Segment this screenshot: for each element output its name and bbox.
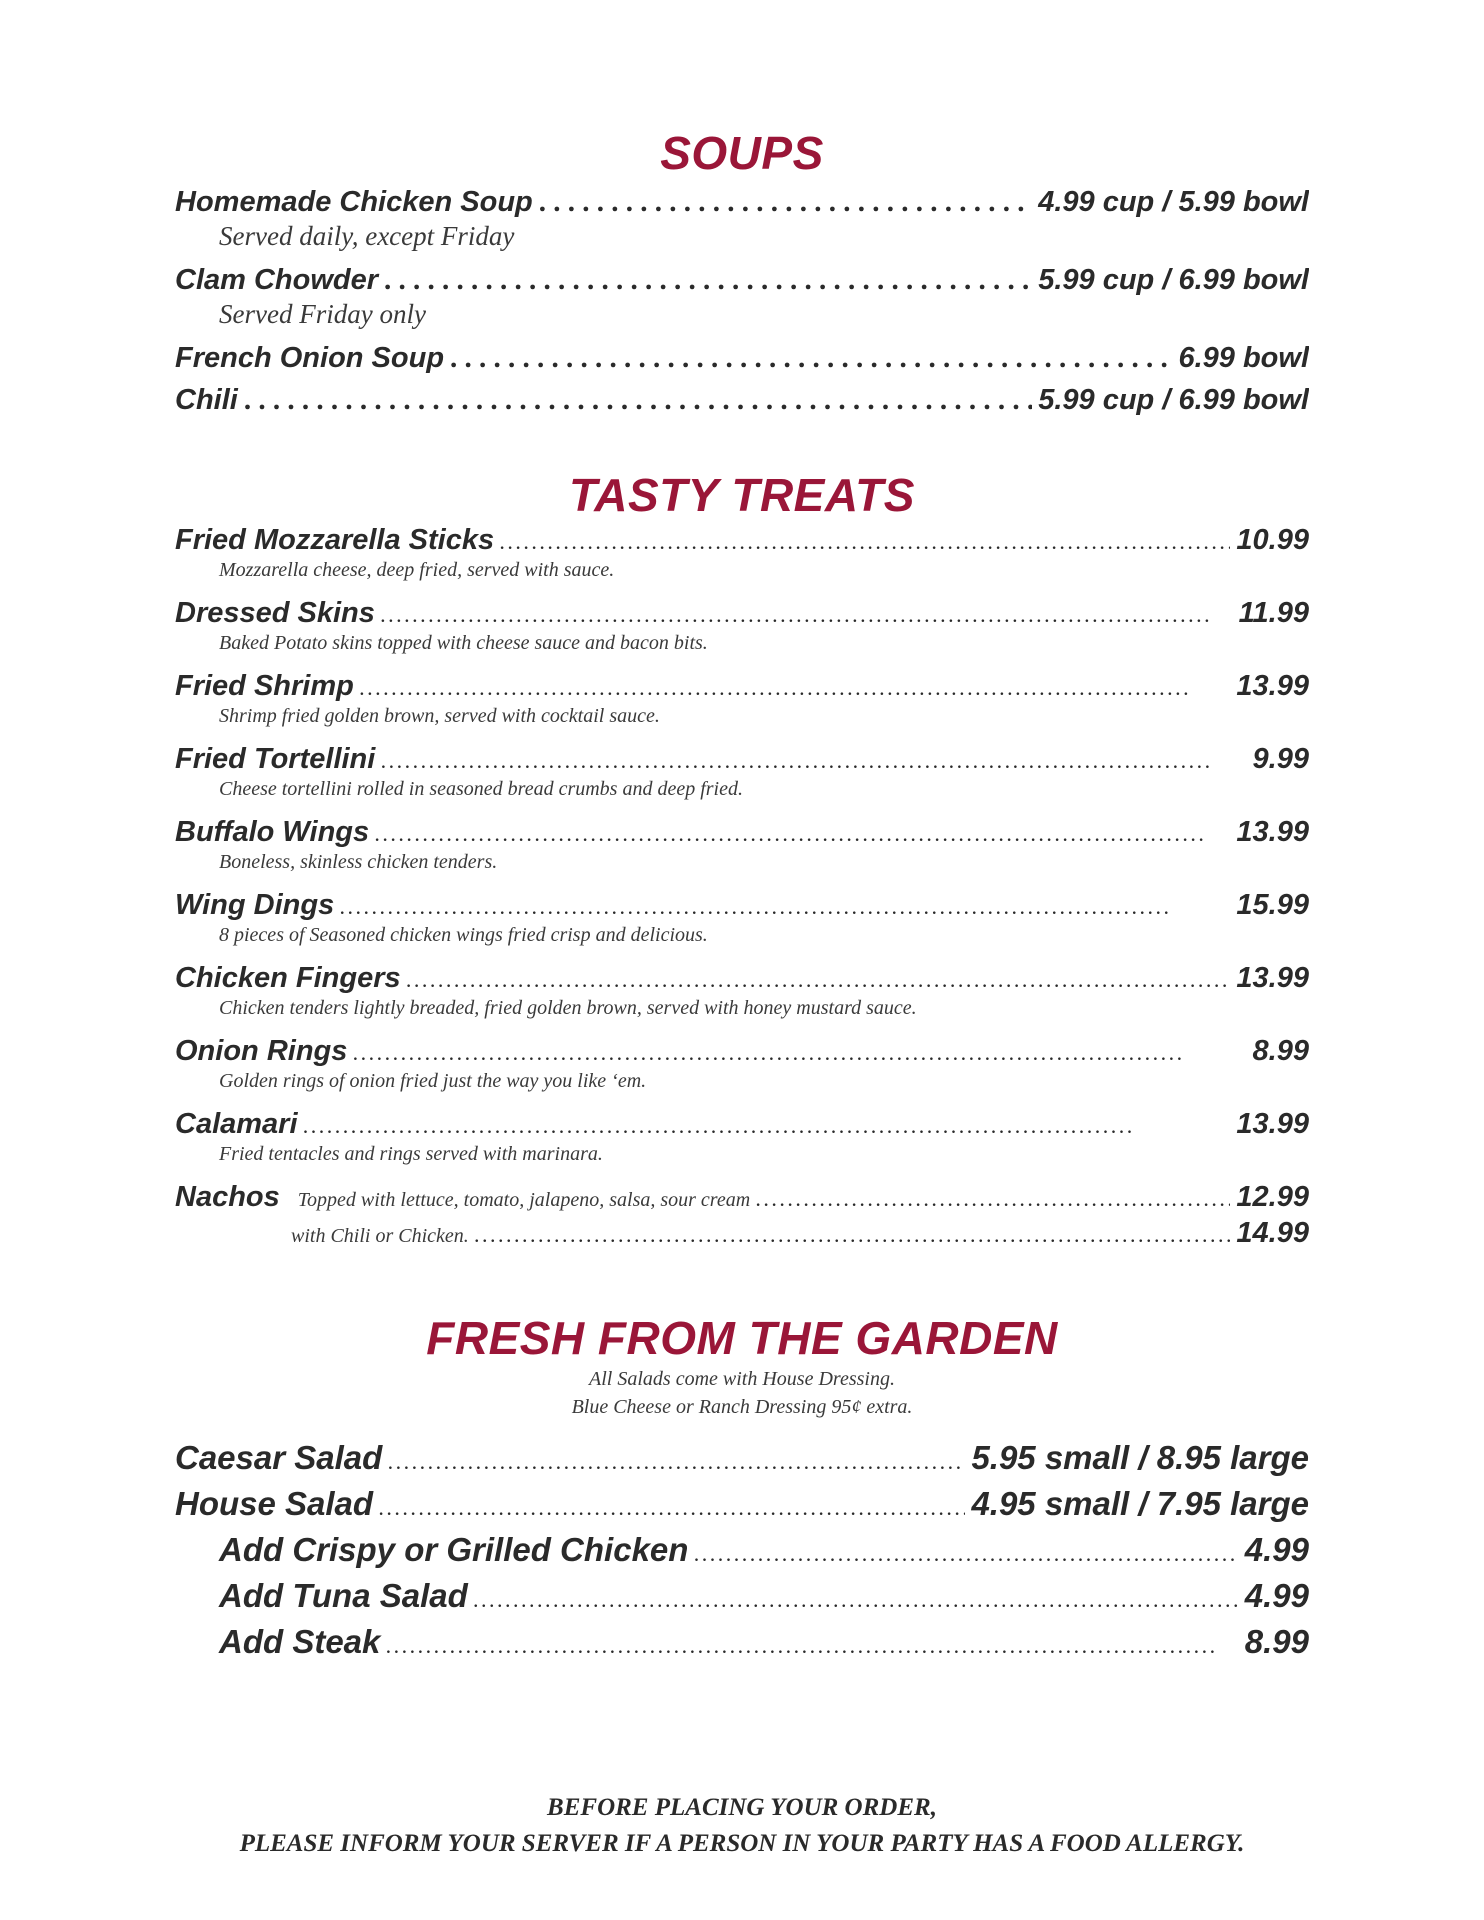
nachos-item	[175, 1179, 1309, 1251]
item-name: Dressed Skins	[175, 597, 375, 629]
item-name: Chili	[175, 384, 238, 416]
menu-item-row	[175, 887, 1309, 923]
dot-leader	[384, 262, 1032, 298]
item-price: 4.95 small / 7.95 large	[971, 1485, 1309, 1522]
item-description: Served daily, except Friday	[219, 221, 515, 251]
item-price: 8.99	[1252, 1035, 1309, 1067]
menu-item-row	[175, 1215, 1309, 1251]
dot-leader	[375, 819, 1230, 850]
dot-leader	[500, 527, 1230, 558]
item-description: Mozzarella cheese, deep fried, served with sauce.	[219, 559, 615, 581]
addon-row	[175, 1619, 1309, 1665]
item-price: 10.99	[1236, 524, 1309, 556]
menu-item-row	[175, 960, 1309, 996]
item-name: Chicken Fingers	[175, 962, 401, 994]
addon-row	[175, 1527, 1309, 1573]
item-price: 6.99 bowl	[1178, 342, 1309, 374]
menu-item	[175, 184, 1309, 258]
dot-leader	[450, 340, 1172, 376]
item-price: 4.99 cup / 5.99 bowl	[1038, 186, 1309, 218]
dot-leader	[381, 600, 1233, 631]
dot-leader	[381, 746, 1246, 777]
addon-row	[175, 1573, 1309, 1619]
item-price: 15.99	[1236, 889, 1309, 921]
item-price: 13.99	[1236, 670, 1309, 702]
dot-leader	[407, 965, 1231, 996]
soups-heading: SOUPS	[660, 127, 824, 179]
item-description: Shrimp fried golden brown, served with cocktail sauce.	[219, 705, 660, 727]
menu-item-row	[175, 595, 1309, 631]
menu-item-row	[175, 1435, 1309, 1481]
item-description: 8 pieces of Seasoned chicken wings fried crisp and delicious.	[219, 924, 708, 946]
menu-item	[175, 595, 1309, 663]
menu-item	[175, 887, 1309, 955]
item-name: Buffalo Wings	[175, 816, 370, 848]
item-name: Fried Tortellini	[175, 743, 376, 775]
item-description: Topped with lettuce, tomato, jalapeno, salsa, sour cream	[297, 1189, 751, 1211]
item-price: 4.99	[1244, 1577, 1309, 1614]
item-price: 5.99 cup / 6.99 bowl	[1038, 384, 1309, 416]
dot-leader	[379, 1488, 965, 1527]
dot-leader	[360, 673, 1231, 704]
item-description: Boneless, skinless chicken tenders.	[219, 851, 498, 873]
item-name: Nachos	[175, 1181, 280, 1213]
garden-section	[175, 1435, 1309, 1665]
item-variant: with Chili or Chicken.	[291, 1225, 469, 1247]
item-price: 11.99	[1238, 597, 1309, 629]
garden-heading: FRESH FROM THE GARDEN	[426, 1312, 1058, 1364]
menu-item-row	[175, 184, 1309, 220]
item-description: Served Friday only	[219, 299, 426, 329]
dot-leader	[474, 1580, 1239, 1619]
dot-leader	[475, 1220, 1231, 1251]
item-name: House Salad	[175, 1485, 374, 1522]
dot-leader	[694, 1534, 1238, 1573]
allergy-notice-line: PLEASE INFORM YOUR SERVER IF A PERSON IN YOUR PARTY HAS A FOOD ALLERGY.	[239, 1830, 1245, 1857]
item-name: Fried Shrimp	[175, 670, 354, 702]
dot-leader	[353, 1038, 1246, 1069]
menu-item-row	[175, 340, 1309, 376]
allergy-notice-line: BEFORE PLACING YOUR ORDER,	[547, 1794, 937, 1821]
menu-item-row	[175, 1179, 1309, 1215]
dot-leader	[388, 1442, 965, 1481]
menu-item-row	[175, 1106, 1309, 1142]
item-description: Golden rings of onion fried just the way you like ‘em.	[219, 1070, 647, 1092]
menu-item-row	[175, 1481, 1309, 1527]
item-description: Fried tentacles and rings served with marinara.	[219, 1143, 603, 1165]
item-description: Baked Potato skins topped with cheese sauce and bacon bits.	[219, 632, 708, 654]
item-name: Add Steak	[219, 1623, 381, 1660]
menu-item-row	[175, 382, 1309, 418]
treats-heading: TASTY TREATS	[569, 469, 915, 521]
treats-section	[175, 522, 1309, 1251]
menu-item	[175, 262, 1309, 336]
item-price: 4.99	[1244, 1531, 1309, 1568]
garden-note	[175, 1365, 1309, 1421]
menu-item	[175, 960, 1309, 1028]
item-name: Wing Dings	[175, 889, 335, 921]
item-name: Add Tuna Salad	[219, 1577, 468, 1614]
menu-item	[175, 382, 1309, 418]
menu-item-row	[175, 262, 1309, 298]
item-price: 5.99 cup / 6.99 bowl	[1038, 264, 1309, 296]
item-price: 13.99	[1236, 816, 1309, 848]
item-price: 9.99	[1252, 743, 1309, 775]
menu-item	[175, 1033, 1309, 1101]
menu-item-row	[175, 668, 1309, 704]
item-price: 13.99	[1236, 962, 1309, 994]
item-price: 14.99	[1236, 1217, 1309, 1249]
menu-item-row	[175, 1033, 1309, 1069]
menu-item	[175, 522, 1309, 590]
dot-leader	[386, 1626, 1238, 1665]
menu-item	[175, 1106, 1309, 1174]
menu-item	[175, 814, 1309, 882]
item-name: French Onion Soup	[175, 342, 445, 374]
garden-note-line: Blue Cheese or Ranch Dressing 95¢ extra.	[571, 1396, 913, 1418]
allergy-notice	[0, 1790, 1484, 1862]
item-name: Clam Chowder	[175, 264, 379, 296]
item-name: Add Crispy or Grilled Chicken	[219, 1531, 689, 1568]
item-name: Homemade Chicken Soup	[175, 186, 533, 218]
item-name: Calamari	[175, 1108, 298, 1140]
menu-item-row	[175, 741, 1309, 777]
menu-item	[175, 340, 1309, 376]
dot-leader	[539, 184, 1032, 220]
garden-note-line: All Salads come with House Dressing.	[589, 1368, 895, 1390]
item-price: 8.99	[1244, 1623, 1309, 1660]
item-price: 12.99	[1236, 1181, 1309, 1213]
item-price: 13.99	[1236, 1108, 1309, 1140]
dot-leader	[304, 1111, 1231, 1142]
item-description: Cheese tortellini rolled in seasoned bread crumbs and deep fried.	[219, 778, 743, 800]
menu-item	[175, 741, 1309, 809]
item-name: Caesar Salad	[175, 1439, 383, 1476]
menu-item-row	[175, 814, 1309, 850]
item-name: Onion Rings	[175, 1035, 348, 1067]
dot-leader	[340, 892, 1230, 923]
item-name: Fried Mozzarella Sticks	[175, 524, 495, 556]
dot-leader	[244, 382, 1032, 418]
menu-item-row	[175, 522, 1309, 558]
dot-leader	[756, 1184, 1230, 1215]
item-price: 5.95 small / 8.95 large	[971, 1439, 1309, 1476]
item-description: Chicken tenders lightly breaded, fried golden brown, served with honey mustard sauce.	[219, 997, 917, 1019]
soups-section	[175, 184, 1309, 418]
menu-item	[175, 668, 1309, 736]
